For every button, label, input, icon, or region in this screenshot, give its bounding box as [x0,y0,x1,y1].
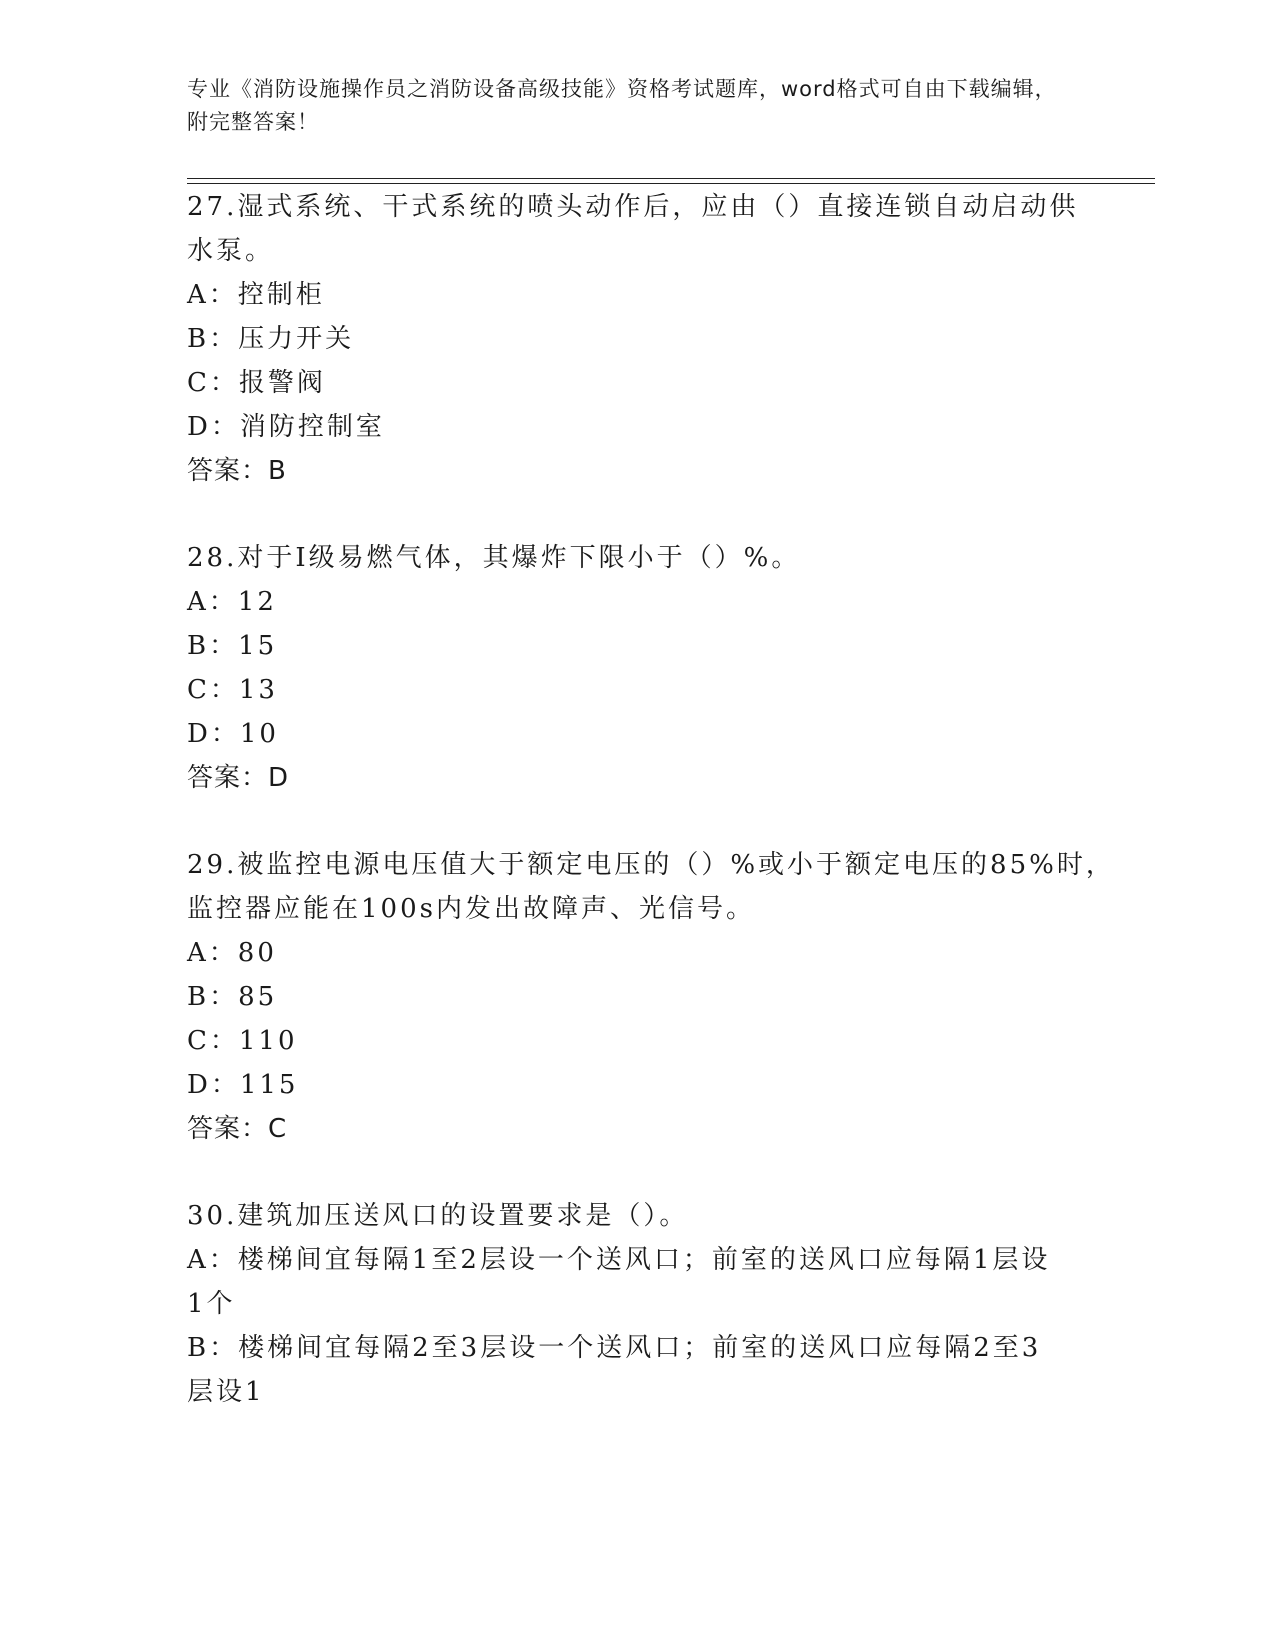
question-28-option-a: A：12 [187,587,277,617]
document-header: 专业《消防设施操作员之消防设备高级技能》资格考试题库，word格式可自由下载编辑，附完整答案！ [187,77,1057,134]
question-27-option-a: A：控制柜 [187,280,325,310]
question-27-answer: 答案：B [187,456,287,486]
question-28-answer: 答案：D [187,763,290,793]
question-27-stem-line-1: 27.湿式系统、干式系统的喷头动作后，应由（）直接连锁自动启动供 [187,192,1079,222]
question-30-option-b-continued: 层设1 [187,1377,265,1407]
question-30-option-a: A：楼梯间宜每隔1至2层设一个送风口；前室的送风口应每隔1层设 [187,1245,1051,1275]
question-30-option-a-continued: 1个 [187,1289,236,1319]
question-28-option-d: D：10 [187,719,279,749]
question-28-stem-line-1: 28.对于Ⅰ级易燃气体，其爆炸下限小于（）%。 [187,543,801,573]
question-27-option-b: B：压力开关 [187,324,355,354]
question-29-option-b: B：85 [187,982,278,1012]
question-29-option-d: D：115 [187,1070,299,1100]
header-divider-bottom [187,183,1155,184]
question-30-option-b: B：楼梯间宜每隔2至3层设一个送风口；前室的送风口应每隔2至3 [187,1333,1042,1363]
question-29-stem-line-1: 29.被监控电源电压值大于额定电压的（）%或小于额定电压的85%时， [187,850,1115,880]
question-27-stem-line-2: 水泵。 [187,236,275,266]
question-28-option-b: B：15 [187,631,278,661]
question-27-option-c: C：报警阀 [187,368,326,398]
header-divider-top [187,178,1155,179]
question-29-option-a: A：80 [187,938,277,968]
question-29-option-c: C：110 [187,1026,298,1056]
question-30-stem-line-1: 30.建筑加压送风口的设置要求是（）。 [187,1201,689,1231]
question-28-option-c: C：13 [187,675,278,705]
question-29-stem-line-2: 监控器应能在100s内发出故障声、光信号。 [187,894,755,924]
question-27-option-d: D：消防控制室 [187,412,385,442]
question-29-answer: 答案：C [187,1114,288,1144]
